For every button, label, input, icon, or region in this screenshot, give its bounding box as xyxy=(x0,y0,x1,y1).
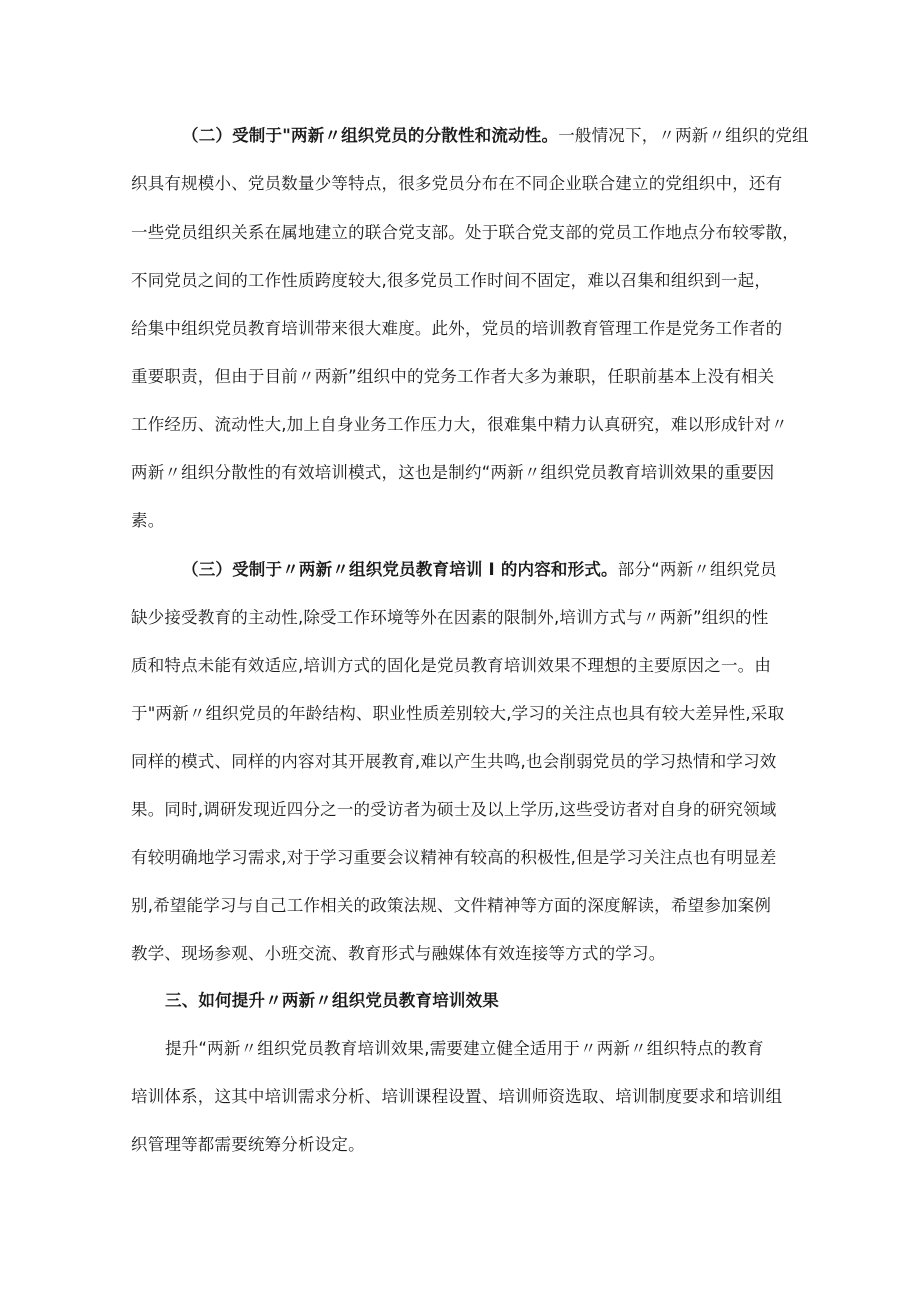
body-text: 别,希望能学习与自己工作相关的政策法规、文件精神等方面的深度解读，希望参加案例 xyxy=(131,896,772,915)
paragraph-3-line-2 xyxy=(131,606,769,630)
section-heading-3: （三）受制于〃两新〃组织党员教育培训 I 的内容和形式。 xyxy=(182,560,618,579)
paragraph-2-line-9 xyxy=(131,509,164,533)
body-text: 缺少接受教育的主动性,除受工作环境等外在因素的限制外,培训方式与〃两新”组织的性 xyxy=(131,608,769,627)
body-text: 提升“两新〃组织党员教育培训效果,需要建立健全适用于〃两新〃组织特点的教育 xyxy=(165,1039,764,1058)
body-text: 果。同时,调研发现近四分之一的受访者为硕士及以上学历,这些受访者对自身的研究领域 xyxy=(131,800,777,819)
body-text: 不同党员之间的工作性质跨度较大,很多党员工作时间不固定，难以召集和组织到一起， xyxy=(131,271,772,290)
body-text: 教学、现场参观、小班交流、教育形式与融媒体有效连接等方式的学习。 xyxy=(131,944,666,963)
paragraph-4-line-1 xyxy=(165,1037,764,1061)
body-text: 于"两新〃组织党员的年龄结构、职业性质差别较大,学习的关注点也具有较大差异性,采取 xyxy=(131,704,785,723)
paragraph-2-line-6 xyxy=(131,365,774,389)
section-heading-2: （二）受制于"两新〃组织党员的分散性和流动性。 xyxy=(182,126,559,145)
paragraph-3-line-1 xyxy=(182,558,777,582)
body-text: 两新〃组织分散性的有效培训模式，这也是制约“两新〃组织党员教育培训效果的重要因 xyxy=(131,463,775,482)
paragraph-2-line-7 xyxy=(131,413,788,437)
body-text: 一些党员组织关系在属地建立的联合党支部。处于联合党支部的党员工作地点分布较零散， xyxy=(131,223,799,242)
body-text: 工作经历、流动性大,加上自身业务工作压力大，很难集中精力认真研究，难以形成针对〃 xyxy=(131,415,788,434)
paragraph-3-line-6 xyxy=(131,798,777,822)
body-text: 重要职责，但由于目前〃两新”组织中的党务工作者大多为兼职，任职前基本上没有相关 xyxy=(131,367,775,386)
section-3-heading xyxy=(165,989,499,1013)
paragraph-3-line-3 xyxy=(131,654,771,678)
paragraph-2-line-3 xyxy=(131,221,799,245)
body-text: 织管理等都需要统筹分析设定。 xyxy=(131,1135,365,1154)
body-text: 质和特点未能有效适应,培训方式的固化是党员教育培训效果不理想的主要原因之一。由 xyxy=(131,656,772,675)
section-heading: 三、如何提升〃两新〃组织党员教育培训效果 xyxy=(165,991,499,1010)
paragraph-2-line-8 xyxy=(131,461,774,485)
body-text: 织具有规模小、党员数量少等特点，很多党员分布在不同企业联合建立的党组织中，还有 xyxy=(131,174,783,193)
body-text: 素。 xyxy=(131,511,165,530)
body-text: 给集中组织党员教育培训带来很大难度。此外，党员的培训教育管理工作是党务工作者的 xyxy=(131,319,783,338)
paragraph-2-line-1 xyxy=(182,124,809,148)
paragraph-3-line-7 xyxy=(131,846,777,870)
paragraph-3-line-5 xyxy=(131,750,777,774)
body-text: 同样的模式、同样的内容对其开展教育,难以产生共鸣,也会削弱党员的学习热情和学习效 xyxy=(131,752,777,771)
paragraph-2-line-2 xyxy=(131,172,782,196)
paragraph-3-line-8 xyxy=(131,894,771,918)
body-text: 部分“两新〃组织党员 xyxy=(617,560,777,579)
paragraph-3-line-4 xyxy=(131,702,784,726)
paragraph-2-line-4 xyxy=(131,269,771,293)
paragraph-4-line-3 xyxy=(131,1133,365,1157)
body-text: 一般情况下，〃两新〃组织的党组 xyxy=(558,126,809,145)
body-text: 培训体系，这其中培训需求分析、培训课程设置、培训师资选取、培训制度要求和培训组 xyxy=(131,1087,783,1106)
paragraph-2-line-5 xyxy=(131,317,782,341)
paragraph-4-line-2 xyxy=(131,1085,782,1109)
body-text: 有较明确地学习需求,对于学习重要会议精神有较高的积极性,但是学习关注点也有明显差 xyxy=(131,848,777,867)
paragraph-3-line-9 xyxy=(131,942,665,966)
